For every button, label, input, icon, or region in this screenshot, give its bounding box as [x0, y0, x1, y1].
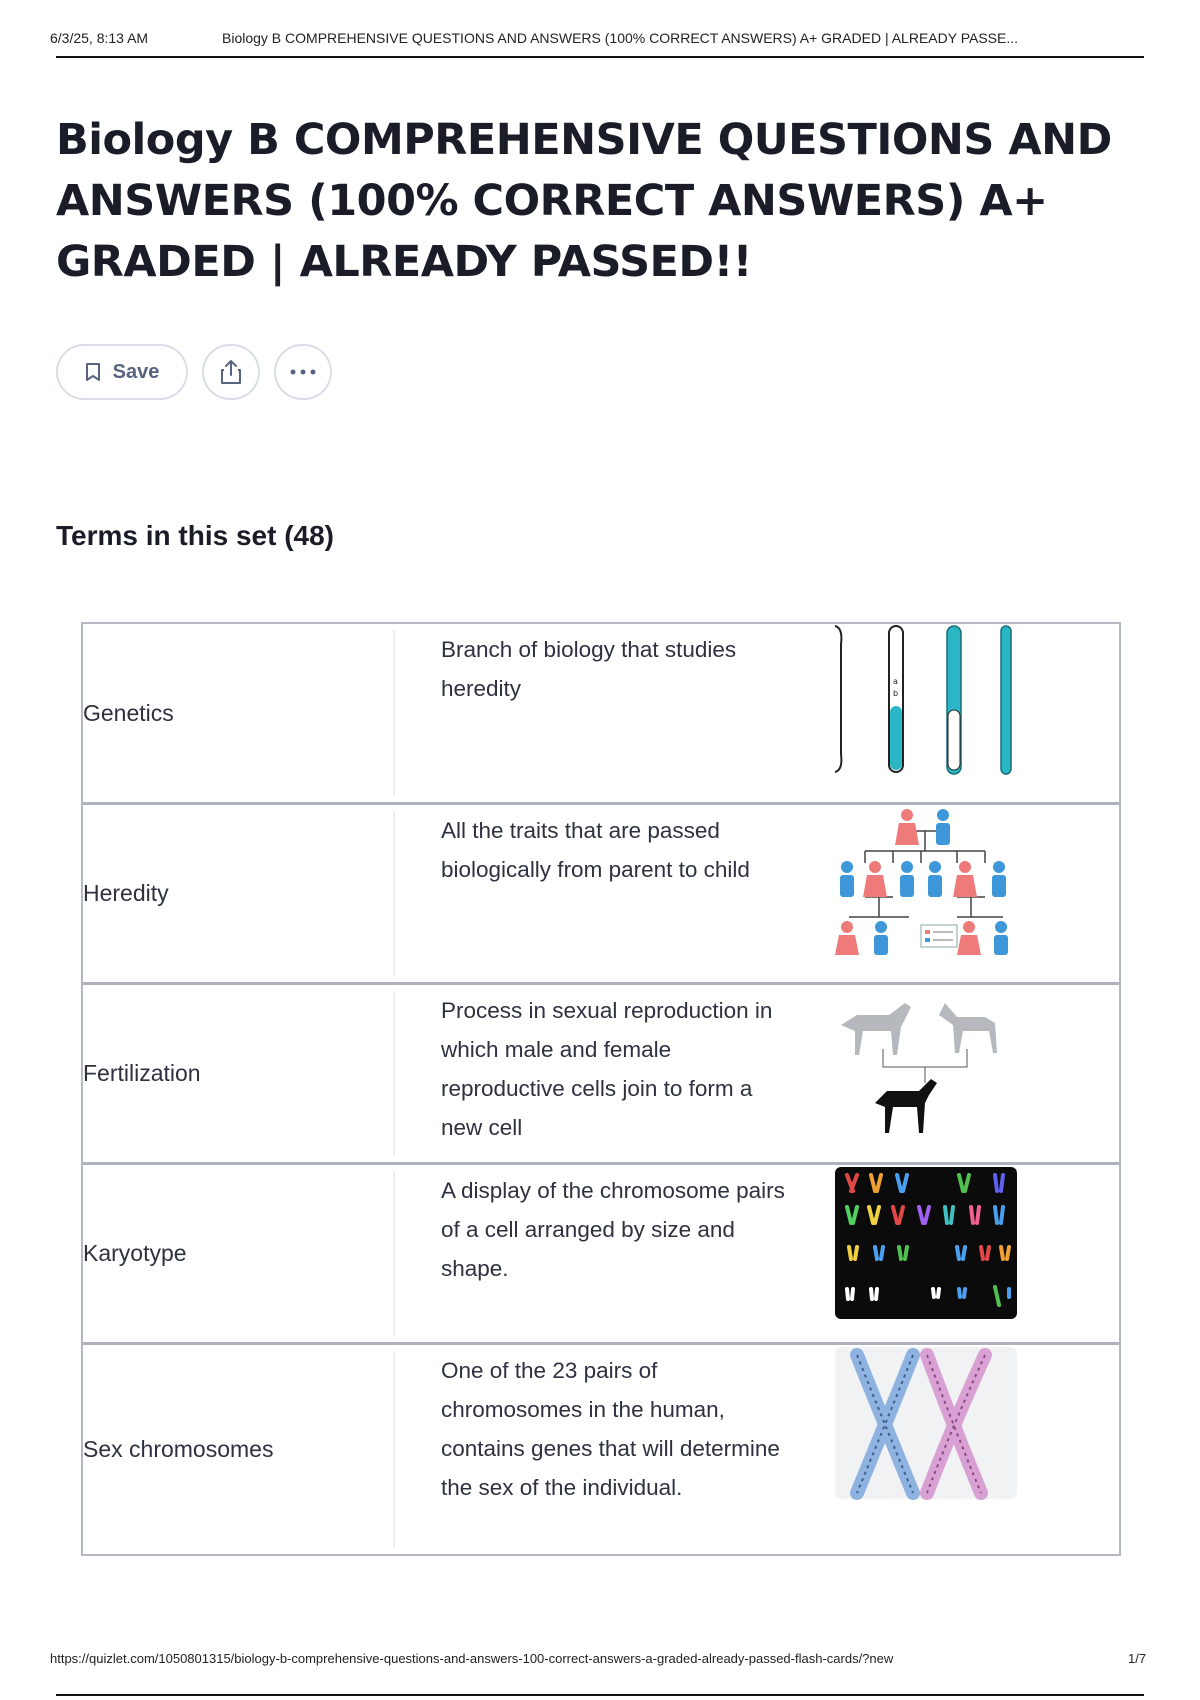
share-button[interactable] — [202, 344, 260, 400]
pedigree-icon — [835, 805, 1019, 965]
save-label: Save — [112, 360, 160, 383]
horse-donkey-mule-icon — [835, 985, 1019, 1145]
source-url: https://quizlet.com/1050801315/biology-b-comprehensive-questions-and-answers-100-correct-answers-a-graded-already-passed-flash-cards/?new — [50, 1651, 894, 1666]
term-text: Sex chromosomes — [83, 1436, 274, 1462]
print-header — [50, 28, 1144, 58]
column-divider — [393, 630, 395, 796]
page-number: 1/7 — [1128, 1651, 1147, 1666]
karyotype-icon — [835, 1165, 1019, 1325]
column-divider — [393, 811, 395, 976]
terms-table — [81, 622, 1121, 1556]
terms-heading: Terms in this set (48) — [56, 520, 335, 551]
definition-text: Process in sexual reproduction in which male and female reproductive cells join to form a new cell — [441, 998, 773, 1140]
term-text: Heredity — [83, 880, 169, 906]
share-icon — [219, 359, 243, 385]
footer-rule — [56, 1694, 1144, 1696]
term-row[interactable] — [83, 802, 1119, 982]
term-text: Karyotype — [83, 1240, 187, 1266]
column-divider — [393, 991, 395, 1156]
definition-text: One of the 23 pairs of chromosomes in the human, contains genes that will determine the sex of the individual. — [441, 1358, 780, 1500]
bookmark-icon — [85, 362, 101, 382]
column-divider — [393, 1171, 395, 1336]
svg-text:b: b — [893, 689, 899, 698]
print-date: 6/3/25, 8:13 AM — [50, 30, 149, 46]
term-row[interactable] — [83, 982, 1119, 1162]
page-title: Biology B COMPREHENSIVE QUESTIONS AND ANSWERS (100% CORRECT ANSWERS) A+ GRADED | ALREADY PASSED!! — [56, 115, 1112, 287]
term-row[interactable] — [83, 624, 1119, 802]
svg-text:a: a — [893, 677, 898, 686]
definition-text: All the traits that are passed biologically from parent to child — [441, 818, 750, 882]
ellipsis-icon — [290, 369, 316, 375]
column-divider — [393, 1351, 395, 1548]
definition-text: A display of the chromosome pairs of a cell arranged by size and shape. — [441, 1178, 785, 1281]
print-doc-title: Biology B COMPREHENSIVE QUESTIONS AND ANSWERS (100% CORRECT ANSWERS) A+ GRADED | ALREADY PASSE... — [222, 30, 1019, 46]
save-button[interactable] — [56, 344, 188, 400]
more-options-button[interactable] — [274, 344, 332, 400]
chromosome-icon — [835, 624, 1019, 784]
term-text: Genetics — [83, 699, 174, 726]
x-chromosomes-icon — [835, 1345, 1019, 1505]
header-rule — [56, 56, 1144, 58]
term-row[interactable] — [83, 1162, 1119, 1342]
term-row[interactable] — [83, 1342, 1119, 1554]
definition-text: Branch of biology that studies heredity — [441, 637, 737, 701]
term-text: Fertilization — [83, 1060, 201, 1086]
